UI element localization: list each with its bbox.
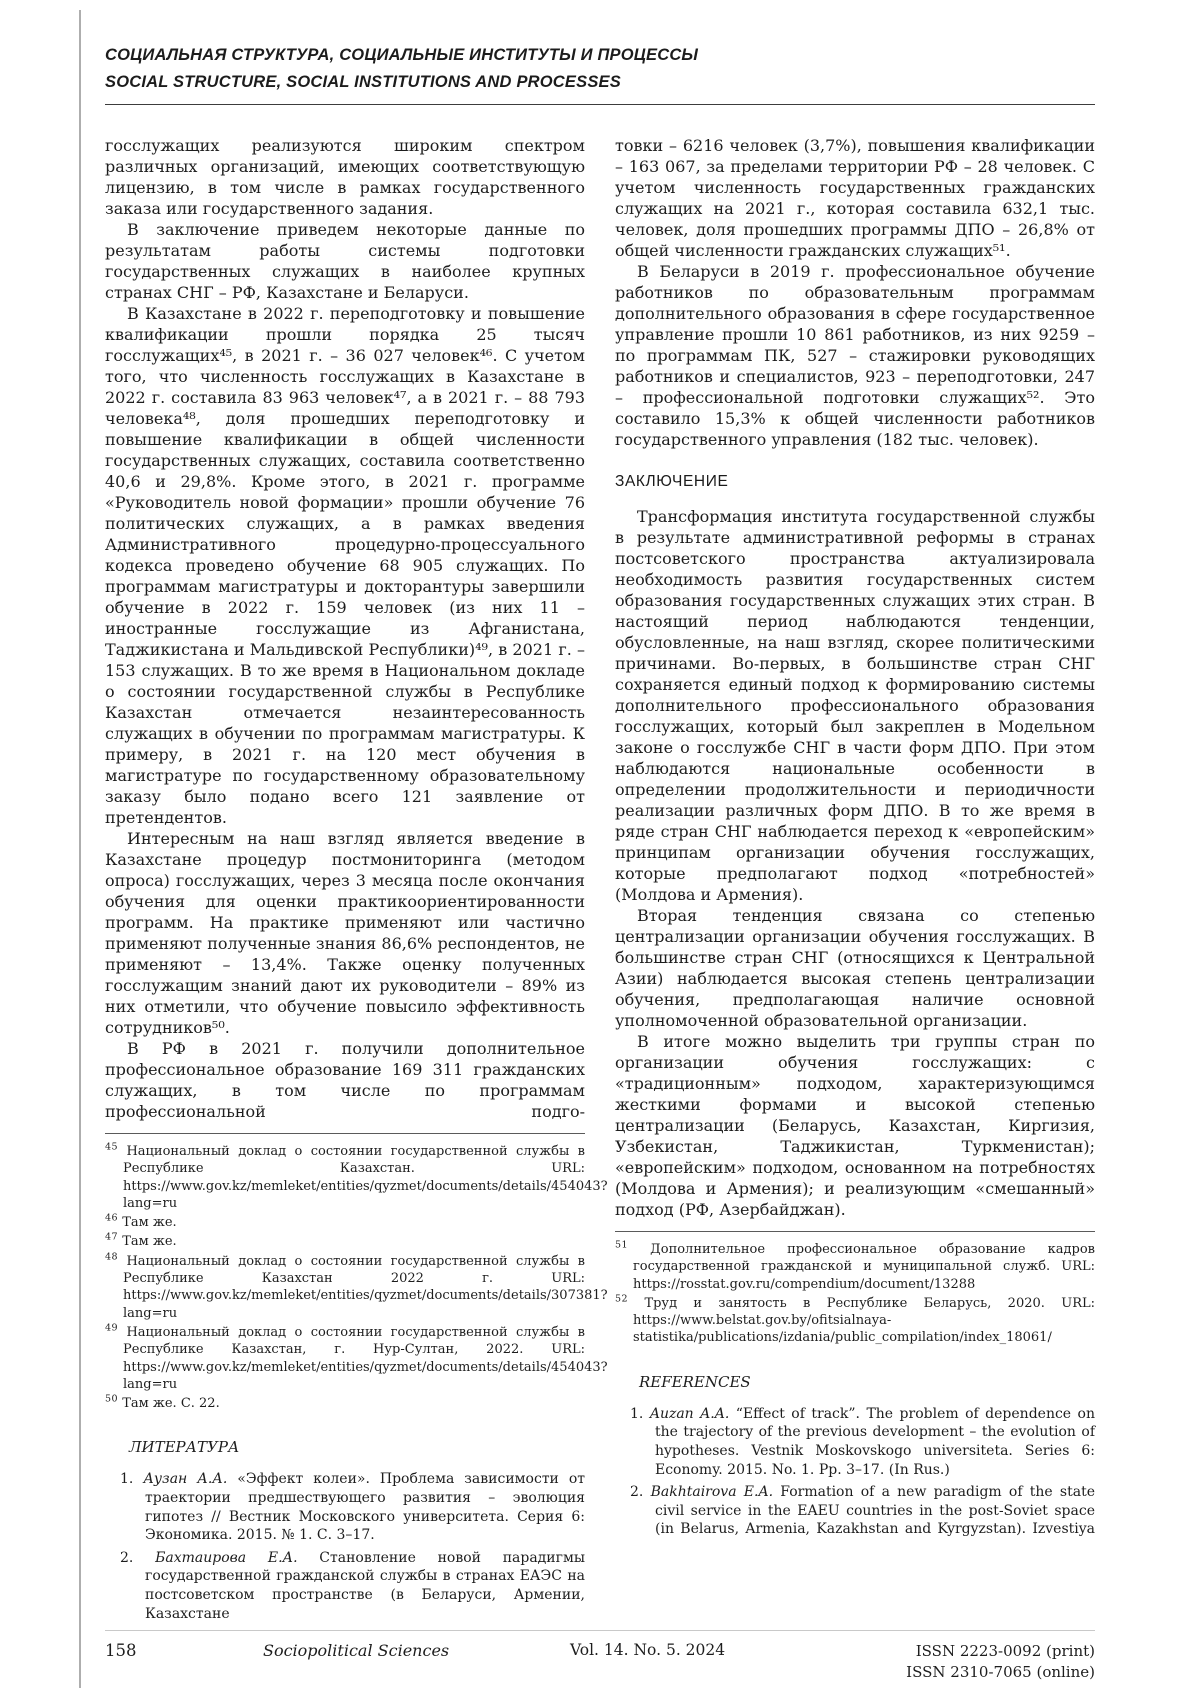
footnote-separator: [615, 1231, 1095, 1232]
body-paragraph: госслужащих реализуются широким спектром различных организаций, имеющих соответствующую лицензию, в том числе в рамках государственного заказа или государственного задания.: [105, 136, 585, 218]
footnotes-block-right: [615, 1231, 1095, 1347]
footer-page-number: 158: [105, 1641, 137, 1660]
item-number: 1.: [120, 1471, 134, 1488]
footer-volume-info: Vol. 14. No. 5. 2024: [570, 1641, 726, 1659]
body-paragraph: товки – 6216 человек (3,7%), повышения квалификации – 163 067, за пределами территории РФ – 28 человек. С учетом численность государственных гражданских служащих на 2021 г., которая составила 632,1 тыс. человек, доля прошедших программы ДПО – 26,8% от общей численности гражданских служащих⁵¹.: [615, 136, 1095, 260]
footnote-text: Национальный доклад о состоянии государственной службы в Республике Казахстан. URL: https://www.gov.kz/memleket/entities/qyzmet/documents/details/454043?lang=ru: [123, 1144, 608, 1211]
footnote-text: Там же. С. 22.: [122, 1396, 220, 1412]
footnote-number: 52: [615, 1293, 629, 1305]
footnote-49: [105, 1322, 608, 1393]
item-text: “Effect of track”. The problem of dependence on the trajectory of the previous development – the evolution of hypotheses. Vestnik Moskovskogo universiteta. Series 6: Economy. 2015. No. 1. Pp. 3–17. (In Rus.): [655, 1405, 1095, 1478]
body-paragraph: В РФ в 2021 г. получили дополнительное профессиональное образование 169 311 гражданских служащих, в том числе по программам профессиональной подго-: [105, 1039, 585, 1121]
item-text: Становление новой парадигмы государственной гражданской службы в странах ЕАЭС на постсоветском пространстве (в Беларуси, Армении, Казахстане: [145, 1549, 585, 1622]
conclusion-heading: ЗАКЛЮЧЕНИЕ: [615, 473, 729, 490]
header-rule: [105, 104, 1095, 105]
literature-item-1: [105, 1470, 585, 1544]
item-number: 1.: [630, 1405, 644, 1422]
item-number: 2.: [630, 1484, 644, 1501]
footnote-47: [105, 1233, 585, 1250]
footer-issn-block: [906, 1641, 1095, 1682]
footnote-51: [615, 1241, 1095, 1293]
footer-journal-title: Sociopolitical Sciences: [263, 1641, 450, 1660]
body-paragraph: В заключение приведем некоторые данные по результатам работы системы подготовки государственных служащих в наиболее крупных странах СНГ – РФ, Казахстане и Беларуси.: [105, 220, 585, 302]
item-text: Formation of a new paradigm of the state civil service in the EAEU countries in the post-Soviet space (in Belarus, Armenia, Kazakhstan and Kyrgyzstan). Izvestiya: [655, 1484, 1095, 1538]
footnote-number: 50: [105, 1393, 119, 1405]
reference-item-1: [615, 1405, 1095, 1479]
footer-issn-print: ISSN 2223-0092 (print): [915, 1642, 1095, 1660]
body-paragraph: Трансформация института государственной службы в результате административной реформы в странах постсоветского пространства актуализировала необходимость развития государственных систем образования государственных служащих этих стран. В настоящий период наблюдаются тенденции, обусловленные, на наш взгляд, скорее политическими причинами. Во-первых, в большинстве стран СНГ сохраняется единый подход к формированию системы дополнительного профессионального образования госслужащих, который был закреплен в Модельном законе о госслужбе СНГ в части форм ДПО. При этом наблюдаются национальные особенности в определении продолжительности и периодичности реализации различных форм ДПО. В то же время в ряде стран СНГ наблюдается переход к «европейским» принципам организации обучения госслужащих, которые предполагают подход «потребностей» (Молдова и Армения).: [615, 507, 1095, 904]
footnote-text: Там же.: [122, 1215, 177, 1231]
item-number: 2.: [120, 1549, 134, 1566]
page-footer: [105, 1630, 1095, 1688]
footnote-text: Национальный доклад о состоянии государственной службы в Республике Казахстан 2022 г. URL: https://www.gov.kz/memleket/entities/qyzmet/documents/details/307381?lang=ru: [123, 1253, 608, 1321]
reference-item-2: [615, 1483, 1095, 1539]
footer-issn-online: ISSN 2310-7065 (online): [906, 1662, 1095, 1681]
footnote-number: 49: [105, 1322, 119, 1334]
item-text: «Эффект колеи». Проблема зависимости от траектории предшествующего развития – эволюция гипотез // Вестник Московского университета. Серия 6: Экономика. 2015. № 1. С. 3–17.: [145, 1471, 586, 1544]
item-author: Auzan A.A.: [649, 1405, 730, 1422]
running-head-ru: СОЦИАЛЬНАЯ СТРУКТУРА, СОЦИАЛЬНЫЕ ИНСТИТУТЫ И ПРОЦЕССЫ: [105, 46, 699, 64]
item-author: Бахтаирова Е.А.: [155, 1549, 298, 1566]
footnote-text: Труд и занятость в Республике Беларусь, 2020. URL: https://www.belstat.gov.by/ofitsialnaya-statistika/publications/izdania/public_compilation/index_18061/: [633, 1295, 1095, 1346]
body-paragraph: Интересным на наш взгляд является введение в Казахстане процедур постмониторинга (методом опроса) госслужащих, через 3 месяца после окончания обучения для оценки практикоориентированности программ. На практике применяют или частично применяют полученные знания 86,6% респондентов, не применяют – 13,4%. Также оценку полученных госслужащим знаний дают их руководители – 89% из них отметили, что обучение повысило эффективность сотрудников⁵⁰.: [105, 829, 585, 1037]
literature-item-2: [105, 1549, 585, 1623]
footnote-text: Там же.: [122, 1234, 177, 1250]
body-paragraph: В итоге можно выделить три группы стран по организации обучения госслужащих: с «традиционным» подходом, характеризующимся жесткими формами и высокой степенью централизации (Беларусь, Казахстан, Киргизия, Узбекистан, Таджикистан, Туркменистан); «европейским» подходом, основанном на потребностях (Молдова и Армения); и реализующим «смешанный» подход (РФ, Азербайджан).: [615, 1032, 1095, 1219]
footnote-45: [105, 1141, 608, 1212]
footnote-text: Национальный доклад о состоянии государственной службы в Республике Казахстан, г. Нур-Султан, 2022. URL: https://www.gov.kz/memleket/entities/qyzmet/documents/details/454043?lang=ru: [123, 1324, 608, 1392]
footnote-50: [105, 1395, 585, 1412]
footnote-number: 48: [105, 1251, 119, 1263]
right-column: [615, 135, 1095, 1627]
footnote-46: [105, 1214, 585, 1231]
left-column: [105, 135, 608, 1627]
body-paragraph: В Беларуси в 2019 г. профессиональное обучение работников по образовательным программам дополнительного образования в сфере государственное управление прошли 10 861 работников, из них 9259 – по программам ПК, 527 – стажировки руководящих работников и специалистов, 923 – переподготовки, 247 – профессиональной подготовки служащих⁵². Это составило 15,3% к общей численности работников государственного управления (182 тыс. человек).: [615, 262, 1095, 449]
footnote-text: Дополнительное профессиональное образование кадров государственной гражданской и муниципальной служб. URL: https://rosstat.gov.ru/compendium/document/13288: [633, 1242, 1096, 1292]
footnote-number: 47: [105, 1232, 119, 1244]
footnote-number: 45: [105, 1141, 119, 1153]
body-paragraph: Вторая тенденция связана со степенью централизации организации обучения госслужащих. В большинстве стран СНГ (относящихся к Центральной Азии) наблюдается высокая степень централизации обучения, предполагающая наличие основной уполномоченной образовательной организации.: [615, 906, 1095, 1030]
literature-heading: ЛИТЕРАТУРА: [129, 1438, 240, 1457]
body-paragraph: В Казахстане в 2022 г. переподготовку и повышение квалификации прошли порядка 25 тысяч госслужащих⁴⁵, в 2021 г. – 36 027 человек⁴⁶. С учетом того, что численность госслужащих в Казахстане в 2022 г. составила 83 963 человек⁴⁷, а в 2021 г. – 88 793 человека⁴⁸, доля прошедших переподготовку и повышение квалификации в общей численности государственных служащих, составила соответственно 40,6 и 29,8%. Кроме этого, в 2021 г. программе «Руководитель новой формации» прошли обучение 76 политических служащих, а в рамках введения Административного процедурно-процессуального кодекса проведено обучение 68 905 служащих. По программам магистратуры и докторантуры завершили обучение в 2022 г. 159 человек (из них 11 – иностранные госслужащие из Афганистана, Таджикистана и Мальдивской Республики)⁴⁹, в 2021 г. – 153 служащих. В то же время в Национальном докладе о состоянии государственной службы в Республике Казахстан отмечается незаинтересованность служащих в обучении по программам магистратуры. К примеру, в 2021 г. на 120 мест обучения в магистратуре по государственному образовательному заказу было подано всего 121 заявление от претендентов.: [105, 304, 585, 827]
footnote-number: 51: [615, 1239, 629, 1251]
footnote-48: [105, 1251, 608, 1322]
footnotes-block-left: [105, 1133, 608, 1412]
left-margin-rule: [79, 10, 81, 1688]
item-author: Аузан А.А.: [143, 1471, 228, 1488]
running-head: [105, 42, 1095, 105]
page-content: [105, 42, 1095, 1627]
footnote-52: [615, 1295, 1095, 1347]
two-column-body: [105, 135, 1095, 1627]
item-author: Bakhtairova E.A.: [650, 1484, 774, 1501]
references-heading: REFERENCES: [639, 1372, 751, 1391]
footnote-number: 46: [105, 1212, 119, 1224]
running-head-en: SOCIAL STRUCTURE, SOCIAL INSTITUTIONS AND PROCESSES: [105, 73, 621, 91]
footnote-separator: [105, 1133, 585, 1134]
